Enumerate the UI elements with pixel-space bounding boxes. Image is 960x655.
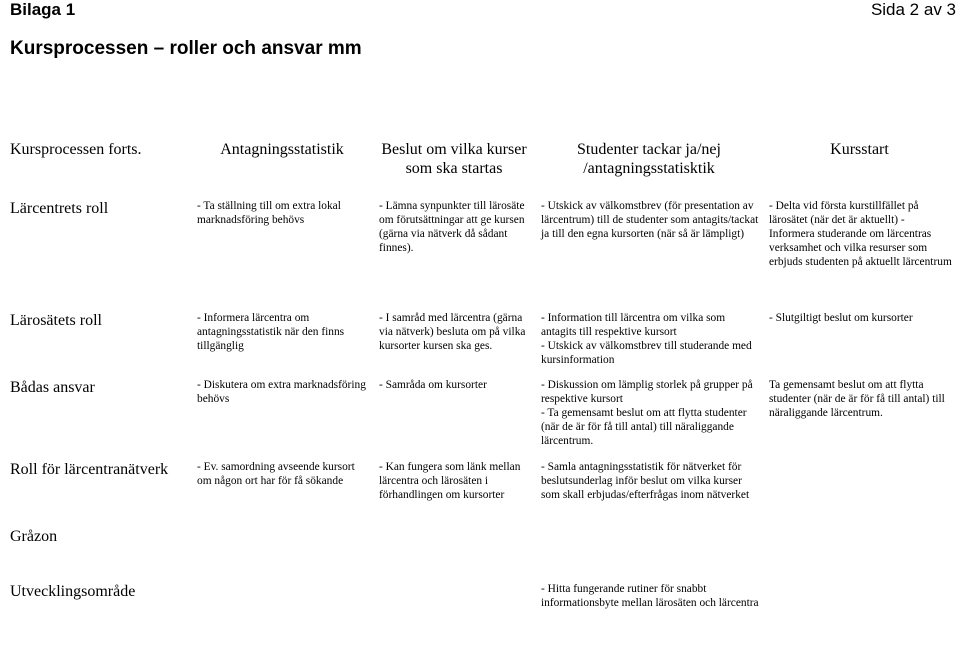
table-cell: - Samla antagningsstatistik för nätverket för beslutsunderlag inför beslut om vilka kurser som skall erbjudas/efterfrågas inom nätverket: [541, 461, 750, 501]
table-row: [4, 456, 956, 521]
page-title: Kursprocessen – roller och ansvar mm: [10, 38, 362, 59]
table-cell: [373, 576, 535, 636]
column-header: Studenter tackar ja/nej /antagningsstatisktik: [577, 141, 721, 177]
table-cell: - Lämna synpunkter till lärosäte om förutsättningar att ge kursen (gärna via nätverk då sådant finnes).: [379, 200, 525, 254]
column-header: Antagningsstatistik: [220, 141, 344, 158]
page-number: Sida 2 av 3: [870, 0, 956, 19]
table-cell: - Hitta fungerande rutiner för snabbt informationsbyte mellan lärosäten och lärcentra: [541, 583, 759, 609]
table-cell: - I samråd med lärcentra (gärna via nätverk) besluta om på vilka kursorter kursen ska ges.: [379, 312, 526, 352]
table-cell: - Diskutera om extra marknadsföring behövs: [197, 379, 366, 405]
table-cell: [763, 576, 956, 636]
table-cell: [535, 521, 763, 576]
table-header-row: [4, 134, 956, 197]
table-cell: Ta gemensamt beslut om att flytta studenter (när de är för få till antal) till näraliggande lärcentrum.: [769, 379, 945, 419]
row-label: Bådas ansvar: [10, 379, 95, 396]
row-label: Gråzon: [10, 528, 58, 545]
table-cell: - Diskussion om lämplig storlek på grupper på respektive kursort - Ta gemensamt beslut om att flytta studenter (när de är för få till antal) till näraliggande lärcentrum.: [541, 379, 753, 447]
table-cell: - Ev. samordning avseende kursort om någon ort har för få sökande: [197, 461, 355, 487]
row-label: Lärosätets roll: [10, 312, 102, 329]
table-cell: [191, 521, 373, 576]
table-cell: - Kan fungera som länk mellan lärcentra och lärosäten i förhandlingen om kursorter: [379, 461, 521, 501]
row-label: Utvecklingsområde: [10, 583, 136, 600]
table-cell: - Ta ställning till om extra lokal marknadsföring behövs: [197, 200, 341, 226]
table-cell: - Delta vid första kurstillfället på lärosätet (när det är aktuellt) - Informera studerande om lärcentras verksamhet och vilka resurser som erbjuds studenten på aktuellt lärcentrum: [769, 200, 952, 268]
table-corner-header: Kursprocessen forts.: [10, 141, 142, 158]
table-cell: - Slutgiltigt beslut om kursorter: [769, 312, 913, 324]
column-header: Beslut om vilka kurser som ska startas: [381, 141, 527, 177]
document-label: Bilaga 1: [10, 0, 76, 19]
row-label: Roll för lärcentranätverk: [10, 461, 169, 478]
table-cell: [763, 521, 956, 576]
table-row: [4, 307, 956, 374]
table-cell: [373, 521, 535, 576]
table-cell: - Information till lärcentra om vilka som antagits till respektive kursort - Utskick av välkomstbrev till studerande med kursinformation: [541, 312, 752, 366]
table-row: [4, 197, 956, 307]
table-cell: - Informera lärcentra om antagningsstatistik när den finns tillgänglig: [197, 312, 345, 352]
table-cell: [191, 576, 373, 636]
row-label: Lärcentrets roll: [10, 200, 109, 217]
roles-table: [4, 134, 956, 636]
table-cell: - Samråda om kursorter: [379, 379, 487, 391]
table-row: [4, 374, 956, 456]
table-cell: [763, 456, 956, 521]
column-header: Kursstart: [830, 141, 889, 158]
table-row: [4, 521, 956, 576]
table-cell: - Utskick av välkomstbrev (för presentation av lärcentrum) till de studenter som antagits/tackat ja till den egna kursorten (när så är lämpligt): [541, 200, 759, 240]
table-row: [4, 576, 956, 636]
